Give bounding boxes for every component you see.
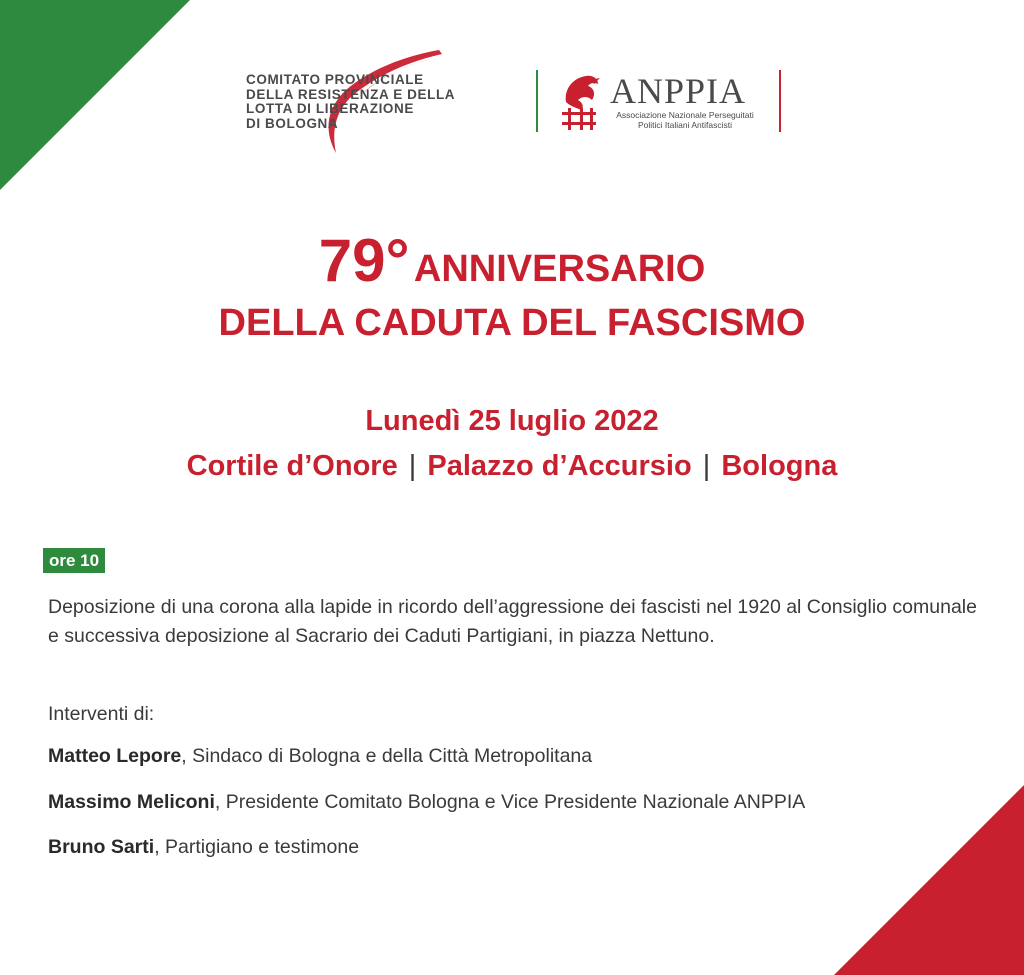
committee-logo-line-4: DI BOLOGNA bbox=[246, 115, 339, 131]
committee-logo bbox=[244, 48, 494, 158]
speaker-role: , Presidente Comitato Bologna e Vice Presidente Nazionale ANPPIA bbox=[214, 791, 806, 813]
event-location bbox=[0, 450, 1024, 483]
time-badge: ore 10 bbox=[43, 548, 105, 573]
location-palace: Palazzo d’Accursio bbox=[427, 450, 692, 482]
red-corner-triangle bbox=[834, 785, 1024, 975]
anniversary-subtitle: DELLA CADUTA DEL FASCISMO bbox=[218, 302, 806, 344]
speaker-item bbox=[48, 836, 359, 859]
committee-logo-line-1: COMITATO PROVINCIALE bbox=[246, 72, 424, 87]
speakers-intro: Interventi di: bbox=[48, 703, 155, 725]
speaker-name: Bruno Sarti bbox=[48, 836, 155, 858]
location-separator: | bbox=[702, 450, 711, 482]
speaker-item bbox=[48, 745, 592, 768]
committee-logo-line-2: DELLA RESISTENZA E DELLA bbox=[246, 86, 456, 102]
anniversary-word: ANNIVERSARIO bbox=[413, 248, 706, 290]
anniversary-title bbox=[0, 226, 1024, 295]
logo-divider-red bbox=[779, 70, 781, 132]
speaker-item bbox=[48, 791, 805, 814]
anppia-emblem-icon bbox=[554, 72, 604, 132]
speaker-name: Massimo Meliconi bbox=[48, 791, 215, 813]
anppia-acronym: ANPPIA bbox=[610, 71, 747, 111]
green-corner-triangle bbox=[0, 0, 190, 190]
program-description: Deposizione di una corona alla lapide in ricordo dell’aggressione dei fascisti nel 1920 al Consiglio comunale e successiva deposizione al Sacrario dei Caduti Partigiani, in piazza Nettuno. bbox=[48, 596, 977, 647]
anniversary-number: 79° bbox=[318, 227, 410, 294]
anppia-subtitle bbox=[610, 110, 760, 130]
location-separator: | bbox=[408, 450, 417, 482]
event-date: Lunedì 25 luglio 2022 bbox=[365, 405, 659, 437]
speaker-role: , Partigiano e testimone bbox=[154, 836, 360, 858]
anppia-subtitle-line-2: Politici Italiani Antifascisti bbox=[637, 120, 732, 130]
speaker-name: Matteo Lepore bbox=[48, 745, 182, 767]
committee-logo-line-3: LOTTA DI LIBERAZIONE bbox=[246, 101, 414, 116]
anppia-subtitle-line-1: Associazione Nazionale Perseguitati bbox=[616, 110, 754, 120]
location-city: Bologna bbox=[721, 450, 838, 482]
anppia-logo bbox=[536, 70, 781, 134]
location-courtyard: Cortile d’Onore bbox=[186, 450, 398, 482]
speaker-role: , Sindaco di Bologna e della Città Metropolitana bbox=[181, 745, 593, 767]
logo-divider-green bbox=[536, 70, 538, 132]
